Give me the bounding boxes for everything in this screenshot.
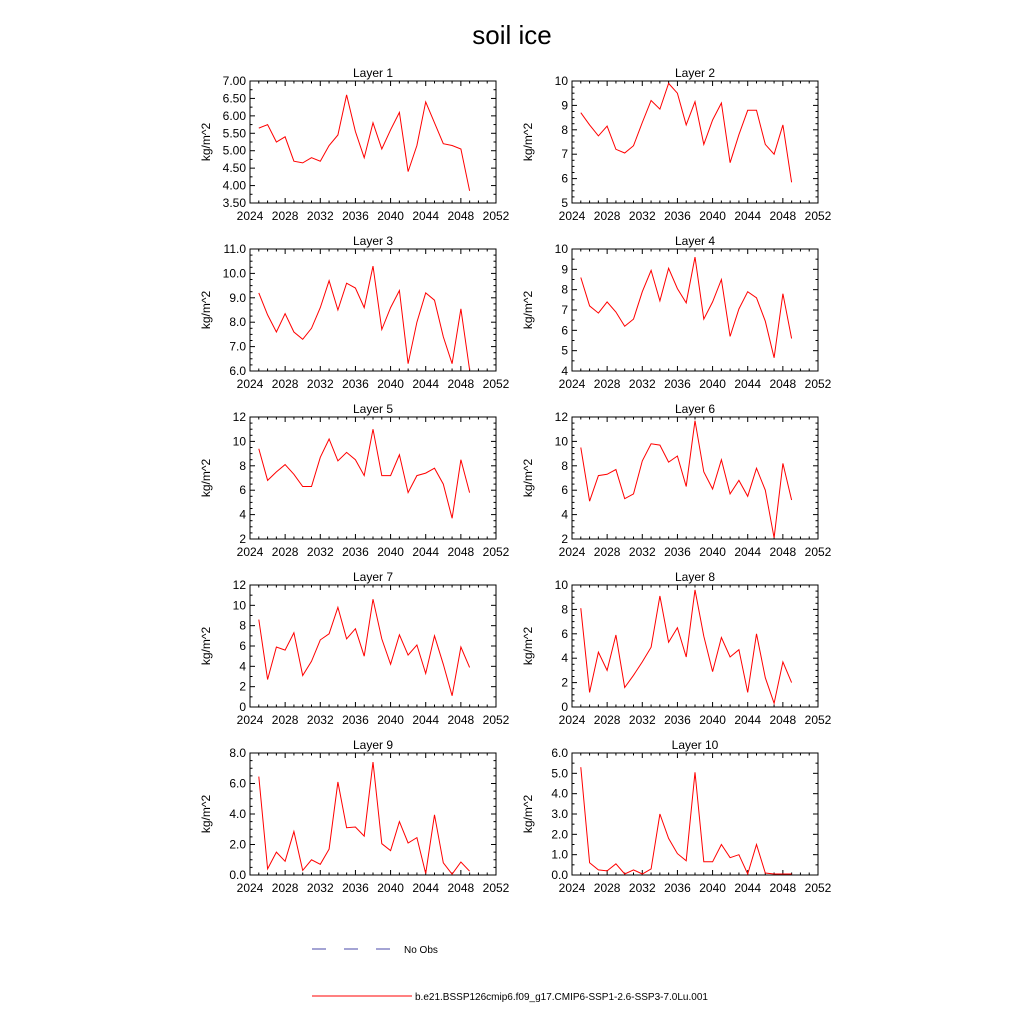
layer-5-x-tick-label: 2048	[447, 545, 475, 559]
layer-8-x-tick-label: 2032	[628, 713, 656, 727]
layer-10-x-tick-label: 2048	[769, 881, 797, 895]
layer-10-y-tick-label: 3.0	[551, 807, 568, 821]
layer-1-x-tick-label: 2052	[482, 209, 510, 223]
layer-8-plot-frame	[572, 585, 818, 707]
layer-4-y-tick-label: 6	[561, 323, 568, 338]
layer-9-panel	[199, 738, 510, 895]
layer-6-panel	[521, 402, 832, 559]
layer-8-series-line	[581, 590, 792, 703]
layer-8-x-tick-label: 2044	[734, 713, 762, 727]
layer-10-x-tick-label: 2052	[804, 881, 832, 895]
layer-4-y-tick-label: 4	[561, 364, 568, 378]
layer-8-x-tick-label: 2040	[699, 713, 726, 727]
layer-3-y-tick-label: 10.0	[222, 266, 246, 281]
layer-3-x-tick-label: 2048	[447, 377, 475, 391]
layer-6-x-tick-label: 2036	[664, 545, 691, 559]
layer-3-x-tick-label: 2040	[377, 377, 404, 391]
figure-title: soil ice	[472, 20, 552, 50]
layer-5-x-tick-label: 2036	[342, 545, 369, 559]
layer-10-panel	[521, 738, 832, 895]
layer-5-x-tick-label: 2024	[236, 545, 264, 559]
layer-2-x-tick-label: 2040	[699, 209, 726, 223]
layer-10-y-tick-label: 1.0	[551, 847, 568, 862]
layer-10-y-tick-label: 4.0	[551, 786, 568, 801]
layer-5-x-tick-label: 2028	[271, 545, 299, 559]
layer-10-x-tick-label: 2024	[558, 881, 586, 895]
layer-10-plot-frame	[572, 753, 818, 875]
layer-3-series-line	[259, 266, 470, 370]
layer-4-x-tick-label: 2044	[734, 377, 762, 391]
legend-no-obs-label: No Obs	[404, 945, 438, 956]
layer-7-x-tick-label: 2048	[447, 713, 475, 727]
layer-7-x-tick-label: 2028	[271, 713, 299, 727]
layer-4-x-tick-label: 2024	[558, 377, 586, 391]
layer-1-x-tick-label: 2040	[377, 209, 404, 223]
layer-5-y-tick-label: 10	[232, 434, 246, 449]
layer-8-x-tick-label: 2024	[558, 713, 586, 727]
layer-6-x-tick-label: 2044	[734, 545, 762, 559]
layer-7-y-tick-label: 8	[239, 618, 246, 633]
layer-7-title: Layer 7	[352, 570, 394, 584]
layer-4-y-tick-label: 8	[561, 282, 568, 297]
layer-10-title: Layer 10	[671, 738, 719, 752]
layer-7-x-tick-label: 2052	[482, 713, 510, 727]
layer-3-x-tick-label: 2036	[342, 377, 369, 391]
layer-5-series-line	[259, 429, 470, 518]
layer-8-y-axis-label: kg/m^2	[521, 626, 535, 666]
layer-10-y-tick-label: 0.0	[551, 868, 568, 882]
layer-5-y-tick-label: 6	[239, 483, 246, 498]
layer-9-x-tick-label: 2044	[412, 881, 440, 895]
layer-2-x-tick-label: 2028	[593, 209, 621, 223]
layer-9-x-tick-label: 2040	[377, 881, 404, 895]
layer-3-y-tick-label: 11.0	[223, 242, 246, 256]
layer-7-y-tick-label: 2	[239, 679, 246, 694]
layer-1-x-tick-label: 2048	[447, 209, 475, 223]
layer-4-series-line	[581, 257, 792, 358]
layer-1-y-tick-label: 7.00	[222, 74, 246, 88]
layer-2-x-tick-label: 2052	[804, 209, 832, 223]
layer-3-y-tick-label: 8.0	[229, 315, 246, 330]
layer-1-y-tick-label: 5.50	[222, 126, 246, 141]
layer-1-y-tick-label: 6.00	[222, 108, 246, 123]
layer-2-y-tick-label: 8	[561, 122, 568, 137]
layer-3-y-tick-label: 9.0	[229, 290, 246, 305]
layer-6-title: Layer 6	[674, 402, 716, 416]
layer-7-y-tick-label: 12	[232, 578, 246, 592]
layer-2-x-tick-label: 2032	[628, 209, 656, 223]
layer-1-y-axis-label: kg/m^2	[199, 122, 213, 162]
layer-2-x-tick-label: 2048	[769, 209, 797, 223]
layer-1-y-tick-label: 4.00	[222, 178, 246, 193]
layer-8-x-tick-label: 2036	[664, 713, 691, 727]
layer-5-x-tick-label: 2040	[377, 545, 404, 559]
layer-7-y-tick-label: 4	[239, 659, 246, 674]
layer-5-y-tick-label: 8	[239, 458, 246, 473]
layer-8-y-tick-label: 8	[561, 602, 568, 617]
layer-3-y-tick-label: 7.0	[229, 339, 246, 354]
layer-6-y-tick-label: 10	[554, 434, 568, 449]
layer-4-panel	[521, 234, 832, 391]
layer-10-x-tick-label: 2044	[734, 881, 762, 895]
legend	[312, 945, 708, 1003]
layer-6-x-tick-label: 2032	[628, 545, 656, 559]
layer-3-y-axis-label: kg/m^2	[199, 290, 213, 330]
layer-2-y-tick-label: 5	[561, 196, 568, 210]
layer-8-y-tick-label: 0	[561, 700, 568, 714]
layer-10-series-line	[581, 767, 792, 874]
layer-3-panel	[199, 234, 510, 391]
layer-3-x-tick-label: 2024	[236, 377, 264, 391]
layer-7-x-tick-label: 2024	[236, 713, 264, 727]
layer-2-title: Layer 2	[674, 66, 716, 80]
layer-2-y-tick-label: 9	[561, 98, 568, 113]
layer-1-y-tick-label: 6.50	[222, 91, 246, 106]
layer-8-x-tick-label: 2052	[804, 713, 832, 727]
layer-7-x-tick-label: 2036	[342, 713, 369, 727]
layer-3-title: Layer 3	[352, 234, 394, 248]
layer-5-plot-frame	[250, 417, 496, 539]
layer-2-x-tick-label: 2044	[734, 209, 762, 223]
layer-6-y-tick-label: 12	[554, 410, 568, 424]
layer-6-series-line	[581, 421, 792, 538]
layer-9-y-tick-label: 6.0	[229, 776, 246, 791]
layer-6-x-tick-label: 2040	[699, 545, 726, 559]
layer-5-y-tick-label: 2	[239, 532, 246, 546]
layer-5-y-tick-label: 4	[239, 507, 246, 522]
layer-9-y-tick-label: 8.0	[229, 746, 246, 760]
layer-5-panel	[199, 402, 510, 559]
layer-9-title: Layer 9	[352, 738, 394, 752]
layer-2-y-tick-label: 10	[554, 74, 568, 88]
layer-5-y-axis-label: kg/m^2	[199, 458, 213, 498]
layer-9-y-axis-label: kg/m^2	[199, 794, 213, 834]
layer-9-y-tick-label: 2.0	[229, 837, 246, 852]
layer-8-x-tick-label: 2028	[593, 713, 621, 727]
layer-2-x-tick-label: 2036	[664, 209, 691, 223]
layer-9-x-tick-label: 2028	[271, 881, 299, 895]
layer-1-y-tick-label: 4.50	[222, 161, 246, 176]
layer-3-x-tick-label: 2052	[482, 377, 510, 391]
layer-4-x-tick-label: 2028	[593, 377, 621, 391]
layer-9-y-tick-label: 4.0	[229, 807, 246, 821]
layer-7-series-line	[259, 599, 470, 696]
layer-6-x-tick-label: 2048	[769, 545, 797, 559]
layer-1-y-tick-label: 5.00	[222, 143, 246, 158]
layer-1-series-line	[259, 95, 470, 191]
layer-5-x-tick-label: 2052	[482, 545, 510, 559]
layer-8-y-tick-label: 2	[561, 675, 568, 690]
layer-10-x-tick-label: 2032	[628, 881, 656, 895]
layer-4-y-axis-label: kg/m^2	[521, 290, 535, 330]
layer-10-y-tick-label: 5.0	[551, 766, 568, 781]
layer-2-panel	[521, 66, 832, 223]
layer-4-x-tick-label: 2036	[664, 377, 691, 391]
layer-9-x-tick-label: 2052	[482, 881, 510, 895]
layer-7-x-tick-label: 2040	[377, 713, 404, 727]
panels-group	[199, 66, 832, 895]
layer-8-title: Layer 8	[674, 570, 716, 584]
layer-4-x-tick-label: 2052	[804, 377, 832, 391]
layer-1-y-tick-label: 3.50	[222, 196, 246, 210]
legend-model-label: b.e21.BSSP126cmip6.f09_g17.CMIP6-SSP1-2.6-SSP3-7.0Lu.001	[415, 992, 708, 1003]
layer-8-y-tick-label: 10	[554, 578, 568, 592]
layer-6-x-tick-label: 2028	[593, 545, 621, 559]
layer-6-y-tick-label: 6	[561, 483, 568, 498]
layer-4-x-tick-label: 2048	[769, 377, 797, 391]
layer-7-x-tick-label: 2044	[412, 713, 440, 727]
layer-4-y-tick-label: 7	[561, 303, 568, 317]
layer-1-x-tick-label: 2032	[306, 209, 334, 223]
layer-5-title: Layer 5	[352, 402, 394, 416]
layer-3-x-tick-label: 2032	[306, 377, 334, 391]
layer-8-y-tick-label: 4	[561, 651, 568, 666]
layer-2-series-line	[581, 83, 792, 182]
layer-3-x-tick-label: 2028	[271, 377, 299, 391]
layer-2-x-tick-label: 2024	[558, 209, 586, 223]
layer-7-y-tick-label: 0	[239, 700, 246, 714]
layer-10-x-tick-label: 2028	[593, 881, 621, 895]
layer-8-panel	[521, 570, 832, 727]
layer-10-y-tick-label: 2.0	[551, 827, 568, 842]
layer-9-x-tick-label: 2036	[342, 881, 369, 895]
layer-8-y-tick-label: 6	[561, 626, 568, 641]
layer-9-x-tick-label: 2048	[447, 881, 475, 895]
layer-1-x-tick-label: 2024	[236, 209, 264, 223]
layer-5-x-tick-label: 2044	[412, 545, 440, 559]
layer-1-panel	[199, 66, 510, 223]
layer-10-x-tick-label: 2040	[699, 881, 726, 895]
layer-7-x-tick-label: 2032	[306, 713, 334, 727]
layer-2-plot-frame	[572, 81, 818, 203]
layer-7-y-tick-label: 10	[232, 598, 246, 613]
layer-6-y-tick-label: 2	[561, 532, 568, 546]
layer-5-x-tick-label: 2032	[306, 545, 334, 559]
layer-1-title: Layer 1	[352, 66, 394, 80]
layer-6-x-tick-label: 2052	[804, 545, 832, 559]
layer-10-x-tick-label: 2036	[664, 881, 691, 895]
layer-6-y-tick-label: 8	[561, 458, 568, 473]
layer-6-x-tick-label: 2024	[558, 545, 586, 559]
layer-2-y-tick-label: 6	[561, 171, 568, 186]
layer-1-x-tick-label: 2028	[271, 209, 299, 223]
layer-4-y-tick-label: 9	[561, 262, 568, 277]
layer-5-y-tick-label: 12	[232, 410, 246, 424]
layer-10-y-axis-label: kg/m^2	[521, 794, 535, 834]
layer-7-panel	[199, 570, 510, 727]
layer-9-series-line	[259, 762, 470, 874]
layer-3-y-tick-label: 6.0	[229, 364, 246, 378]
layer-2-y-tick-label: 7	[561, 147, 568, 162]
layer-7-y-tick-label: 6	[239, 639, 246, 653]
layer-4-y-tick-label: 5	[561, 343, 568, 358]
layer-3-x-tick-label: 2044	[412, 377, 440, 391]
layer-1-x-tick-label: 2036	[342, 209, 369, 223]
layer-9-y-tick-label: 0.0	[229, 868, 246, 882]
layer-1-x-tick-label: 2044	[412, 209, 440, 223]
layer-2-y-axis-label: kg/m^2	[521, 122, 535, 162]
layer-6-y-axis-label: kg/m^2	[521, 458, 535, 498]
layer-4-title: Layer 4	[674, 234, 716, 248]
layer-6-y-tick-label: 4	[561, 507, 568, 522]
layer-4-y-tick-label: 10	[554, 242, 568, 256]
layer-4-x-tick-label: 2040	[699, 377, 726, 391]
layer-9-x-tick-label: 2024	[236, 881, 264, 895]
layer-10-y-tick-label: 6.0	[551, 746, 568, 760]
layer-7-y-axis-label: kg/m^2	[199, 626, 213, 666]
layer-8-x-tick-label: 2048	[769, 713, 797, 727]
layer-9-x-tick-label: 2032	[306, 881, 334, 895]
layer-4-x-tick-label: 2032	[628, 377, 656, 391]
